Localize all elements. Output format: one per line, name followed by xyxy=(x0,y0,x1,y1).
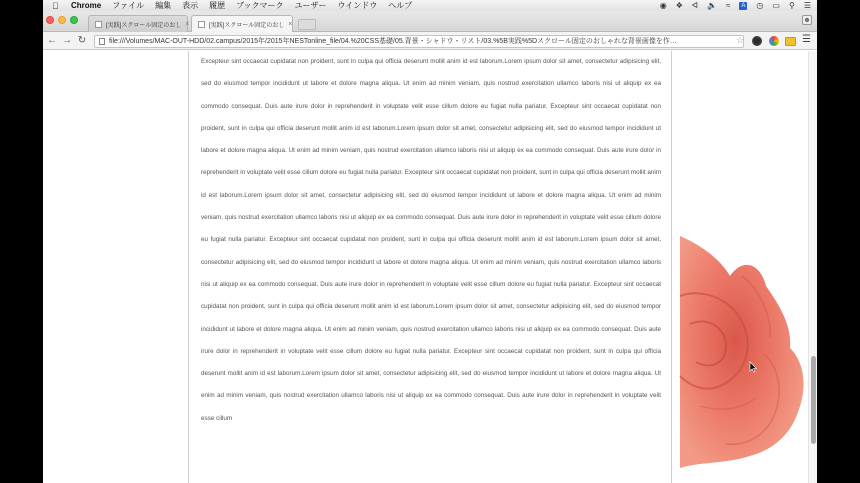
tab-active[interactable] xyxy=(191,15,293,32)
back-arrow-icon[interactable]: ← xyxy=(47,34,57,46)
apple-icon[interactable] xyxy=(52,1,62,11)
tab-close-icon[interactable]: × xyxy=(185,20,190,28)
article-text: Excepteur sint occaecat cupidatat non proident, sunt in culpa qui officia deserunt mollit anim id est laborum.Lorem ipsum dolor sit amet, consectetur adipisicing elit, sed do eiusmod tempor incididunt ut labore et dolore magna aliqua. Ut enim ad minim veniam, quis nostrud exercitation ullamco laboris nisi ut aliquip ex ea commodo consequat. Duis aute irure dolor in reprehenderit in voluptate velit esse cillum dolore eu fugiat nulla pariatur. Excepteur sint occaecat cupidatat non proident, sunt in culpa qui officia deserunt mollit anim id est laborum.Lorem ipsum dolor sit amet, consectetur adipisicing elit, sed do eiusmod tempor incididunt ut labore et dolore magna aliqua. Ut enim ad minim veniam, quis nostrud exercitation ullamco laboris nisi ut aliquip ex ea commodo consequat. Duis aute irure dolor in reprehenderit in voluptate velit esse cillum dolore eu fugiat nulla pariatur. Excepteur sint occaecat cupidatat non proident, sunt in culpa qui officia deserunt mollit anim id est laborum.Lorem ipsum dolor sit amet, consectetur adipisicing elit, sed do eiusmod tempor incididunt ut labore et dolore magna aliqua. Ut enim ad minim veniam, quis nostrud exercitation ullamco laboris nisi ut aliquip ex ea commodo consequat. Duis aute irure dolor in reprehenderit in voluptate velit esse cillum dolore eu fugiat nulla pariatur. Excepteur sint occaecat cupidatat non proident, sunt in culpa qui officia deserunt mollit anim id est laborum.Lorem ipsum dolor sit amet, consectetur adipisicing elit, sed do eiusmod tempor incididunt ut labore et dolore magna aliqua. Ut enim ad minim veniam, quis nostrud exercitation ullamco laboris nisi ut aliquip ex ea commodo consequat. Duis aute irure dolor in reprehenderit in voluptate velit esse cillum dolore eu fugiat nulla pariatur. Excepteur sint occaecat cupidatat non proident, sunt in culpa qui officia deserunt mollit anim id est laborum.Lorem ipsum dolor sit amet, consectetur adipisicing elit, sed do eiusmod tempor incididunt ut labore et dolore magna aliqua. Ut enim ad minim veniam, quis nostrud exercitation ullamco laboris nisi ut aliquip ex ea commodo consequat. Duis aute irure dolor in reprehenderit in voluptate velit esse cillum dolore eu fugiat nulla pariatur. Excepteur sint occaecat cupidatat non proident, sunt in culpa qui officia deserunt mollit anim id est laborum.Lorem ipsum dolor sit amet, consectetur adipisicing elit, sed do eiusmod tempor incididunt ut labore et dolore magna aliqua. Ut enim ad minim veniam, quis nostrud exercitation ullamco laboris nisi ut aliquip ex ea commodo consequat. Duis aute irure dolor in reprehenderit in voluptate velit esse cillum xyxy=(201,58,661,422)
chrome-window xyxy=(43,11,817,483)
menu-people[interactable]: ユーザー xyxy=(294,1,327,10)
menu-history[interactable]: 履歴 xyxy=(209,1,226,10)
menu-bookmarks[interactable]: ブックマーク xyxy=(236,1,284,10)
record-icon[interactable]: ◉ xyxy=(659,1,667,10)
bookmark-star-icon[interactable]: ☆ xyxy=(736,35,745,45)
input-source-icon[interactable]: A xyxy=(741,2,746,9)
extension-color-icon[interactable] xyxy=(769,36,779,46)
menu-app-name[interactable]: Chrome xyxy=(71,1,102,10)
tab-title: [実践]スクロール固定のおし xyxy=(209,22,285,29)
tab-strip xyxy=(43,11,817,32)
address-text: file:///Volumes/MAC-OUT-HDD/02.campus/2015年/2015年NESTonline_file/04.%20CSS基礎/05.背景・シャドウ・リスト/03.%5B実践%5Dスクロール固定のおしゃれな背景画像を作… xyxy=(109,38,677,45)
page-icon xyxy=(198,21,205,28)
menu-edit[interactable]: 編集 xyxy=(155,1,172,10)
window-close-button[interactable] xyxy=(46,16,54,24)
macos-menu-bar xyxy=(43,0,817,11)
scrollbar-thumb[interactable] xyxy=(811,356,816,444)
menu-file[interactable]: ファイル xyxy=(112,1,145,10)
status-area xyxy=(660,0,811,11)
bluetooth-icon[interactable]: ᐊ xyxy=(691,1,699,10)
vertical-scrollbar[interactable] xyxy=(808,51,817,483)
dropbox-icon[interactable]: ❖ xyxy=(675,1,683,10)
address-bar[interactable] xyxy=(94,35,744,48)
profile-icon[interactable]: ☻ xyxy=(803,17,811,24)
page-icon xyxy=(99,38,105,45)
menu-view[interactable]: 表示 xyxy=(182,1,199,10)
window-minimize-button[interactable] xyxy=(58,16,66,24)
wifi-icon[interactable]: ≈ xyxy=(726,1,731,10)
rose-image xyxy=(680,236,808,468)
tab-title: [実践]スクロール固定のおし xyxy=(106,22,182,29)
battery-icon[interactable]: ▭ xyxy=(772,1,780,10)
browser-toolbar xyxy=(43,32,817,50)
tab-close-icon[interactable]: × xyxy=(288,20,293,28)
mouse-cursor-icon xyxy=(750,362,757,372)
page-viewport xyxy=(43,51,817,483)
forward-arrow-icon[interactable]: → xyxy=(62,34,72,46)
tab-inactive[interactable] xyxy=(88,15,188,32)
notification-center-icon[interactable]: ☰ xyxy=(803,1,811,10)
content-column xyxy=(188,51,672,483)
volume-icon[interactable]: 🔈 xyxy=(707,1,718,10)
new-tab-button[interactable] xyxy=(298,19,316,30)
page-icon xyxy=(95,21,102,28)
window-maximize-button[interactable] xyxy=(70,16,78,24)
time-machine-icon[interactable]: ◷ xyxy=(756,1,764,10)
menu-window[interactable]: ウインドウ xyxy=(337,1,378,10)
menu-help[interactable]: ヘルプ xyxy=(388,1,413,10)
reload-icon[interactable]: ↻ xyxy=(77,34,87,46)
extension-folder-icon[interactable] xyxy=(785,37,796,46)
extension-icon[interactable] xyxy=(752,36,762,46)
spotlight-icon[interactable]: ⚲ xyxy=(788,1,795,10)
chrome-menu-icon[interactable]: ☰ xyxy=(802,34,811,45)
